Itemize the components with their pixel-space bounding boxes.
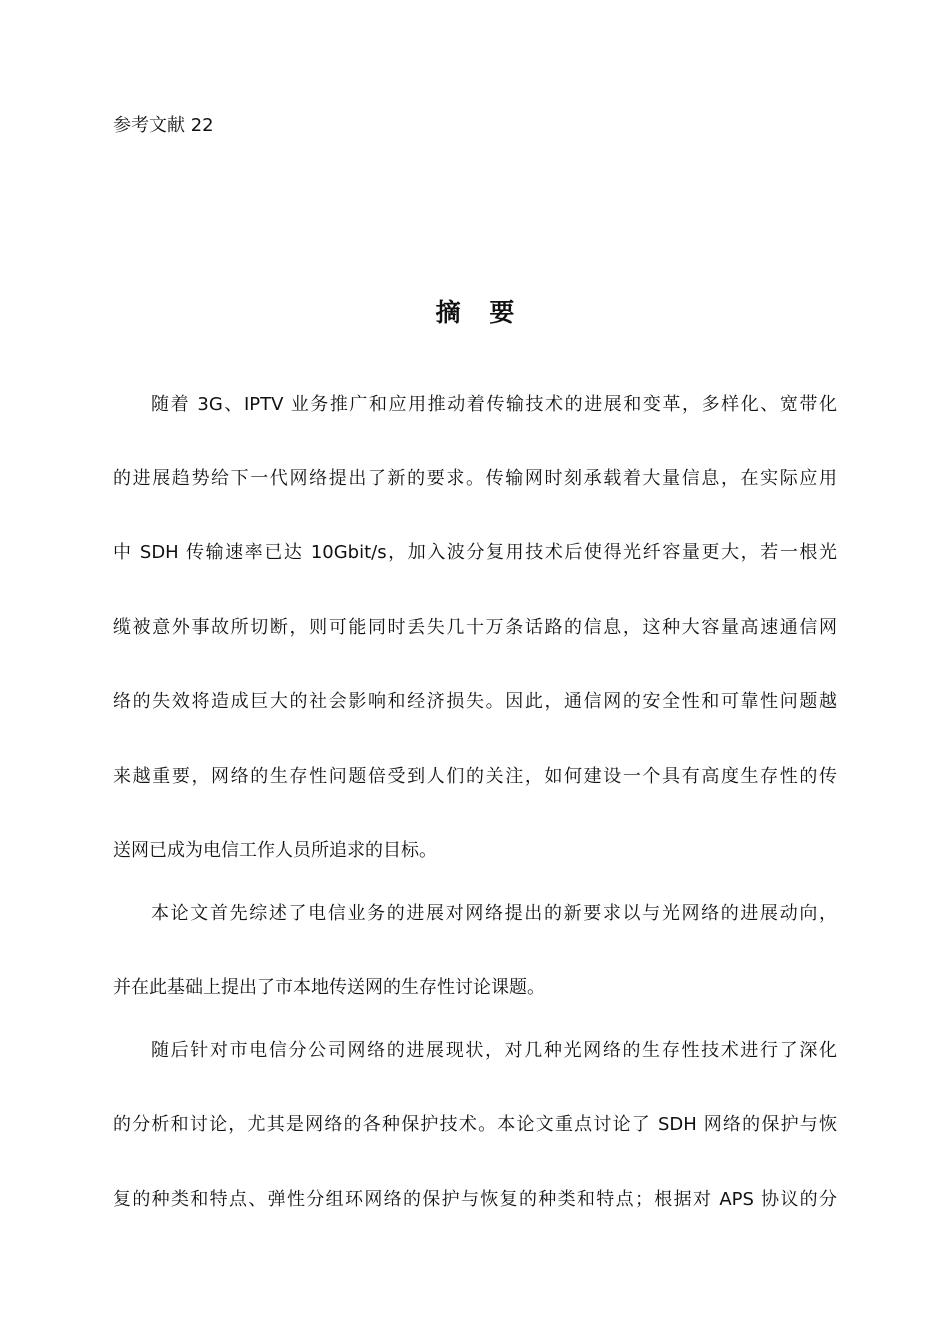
paragraph-line: 随着 3G、IPTV 业务推广和应用推动着传输技术的进展和变革，多样化、宽带化	[151, 394, 837, 415]
paragraph-line: 的分析和讨论，尤其是网络的各种保护技术。本论文重点讨论了 SDH 网络的保护与恢	[113, 1114, 837, 1135]
abstract-title: 摘 要	[435, 298, 525, 327]
paragraph-line: 络的失效将造成巨大的社会影响和经济损失。因此，通信网的安全性和可靠性问题越	[113, 691, 837, 712]
paragraph-line: 中 SDH 传输速率已达 10Gbit/s，加入波分复用技术后使得光纤容量更大，若一根光	[113, 542, 837, 563]
paragraph-line: 来越重要，网络的生存性问题倍受到人们的关注，如何建设一个具有高度生存性的传	[113, 766, 837, 787]
paragraph-line: 随后针对市电信分公司网络的进展现状，对几种光网络的生存性技术进行了深化	[151, 1040, 837, 1061]
paragraph-line: 复的种类和特点、弹性分组环网络的保护与恢复的种类和特点；根据对 APS 协议的分	[113, 1189, 837, 1210]
paragraph-line: 的进展趋势给下一代网络提出了新的要求。传输网时刻承载着大量信息，在实际应用	[113, 468, 837, 489]
paragraph-line: 送网已成为电信工作人员所追求的目标。	[113, 840, 437, 861]
paragraph-line: 缆被意外事故所切断，则可能同时丢失几十万条话路的信息，这种大容量高速通信网	[113, 617, 837, 638]
paragraph-line: 本论文首先综述了电信业务的进展对网络提出的新要求以与光网络的进展动向，	[151, 903, 837, 924]
toc-references-line: 参考文献 22	[113, 115, 214, 136]
paragraph-line: 并在此基础上提出了市本地传送网的生存性讨论课题。	[113, 977, 545, 998]
